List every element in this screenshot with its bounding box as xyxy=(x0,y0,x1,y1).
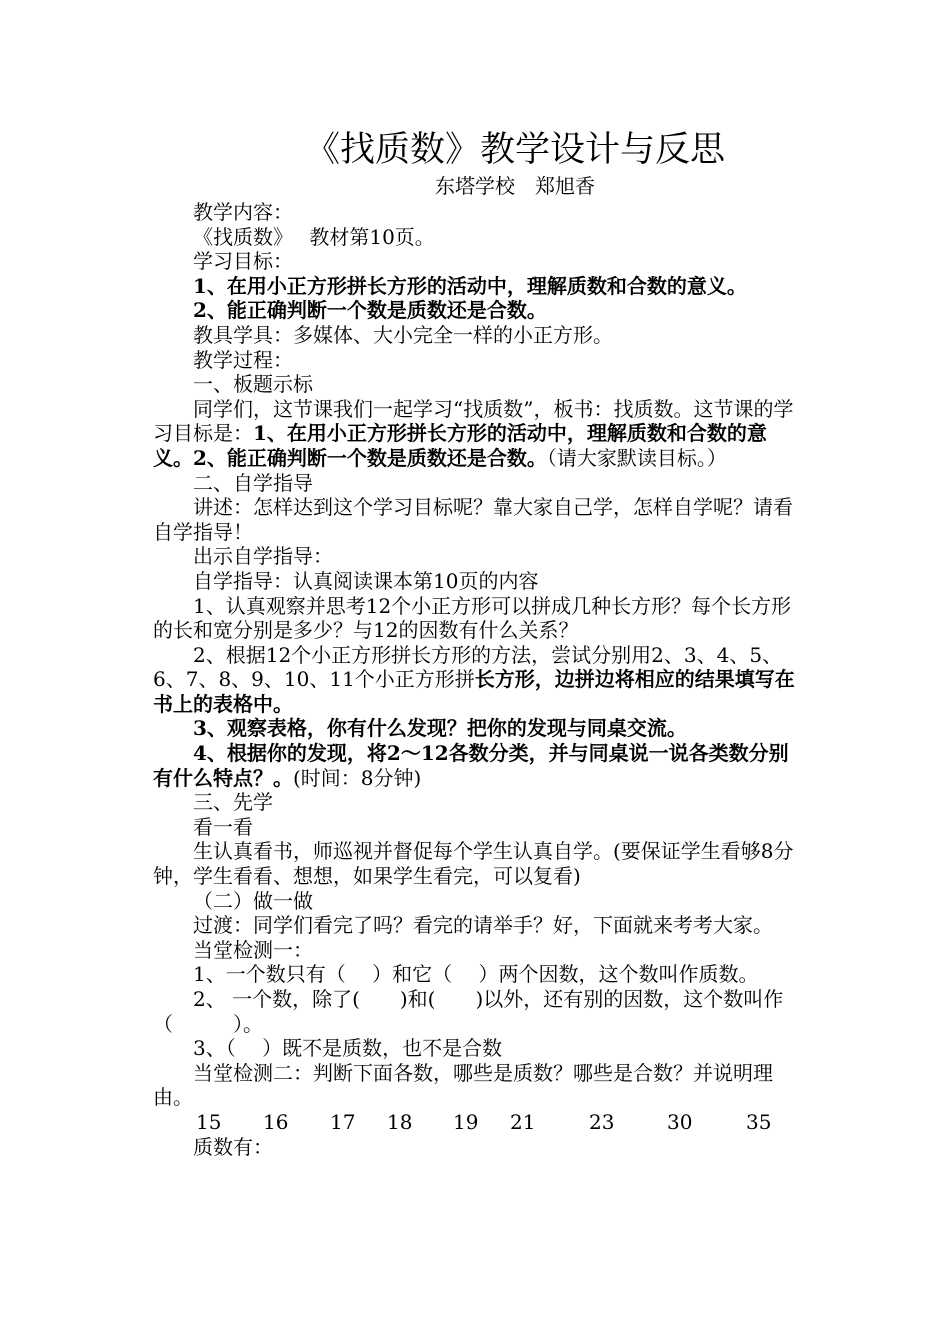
section-heading-1: 一、板题示标 xyxy=(193,372,313,397)
guide-item-2 xyxy=(153,643,801,717)
paragraph-show-guide: 出示自学指导： xyxy=(193,544,333,569)
intro-text: 同学们，这节课我们一起学习“找质数”，板书：找质数。这节课的学习目标是： xyxy=(153,396,794,446)
guide-item-2-bold: 长方形，边拼边将相应的结果填写在书上的表格中。 xyxy=(153,667,795,716)
document-body xyxy=(153,200,801,1159)
paragraph-tools: 教具学具：多媒体、大小完全一样的小正方形。 xyxy=(193,322,613,347)
paragraph-transition: 过渡：同学们看完了吗？看完的请举手？好，下面就来考考大家。 xyxy=(193,913,773,938)
paragraph-content-heading: 教学内容： xyxy=(193,200,293,224)
guide-item-1: 1、认真观察并思考12个小正方形可以拼成几种长方形？每个长方形的长和宽分别是多少？与12的因数有什么关系？ xyxy=(153,593,792,643)
paragraph-narration: 讲述：怎样达到这个学习目标呢？靠大家自己学，怎样自学呢？请看自学指导！ xyxy=(153,495,793,544)
number-item: 15 xyxy=(196,1109,222,1134)
quiz-1-question-1: 1、一个数只有（ ）和它（ ）两个因数，这个数叫作质数。 xyxy=(193,962,759,987)
number-item: 18 xyxy=(387,1109,413,1134)
quiz-2-heading: 当堂检测二：判断下面各数，哪些是质数？哪些是合数？并说明理由。 xyxy=(153,1060,773,1110)
section-heading-3: 三、先学 xyxy=(193,790,273,815)
number-item: 17 xyxy=(330,1109,356,1134)
number-item: 16 xyxy=(263,1109,289,1134)
number-item: 30 xyxy=(667,1109,693,1134)
intro-goals-bold: 1、在用小正方形拼长方形的活动中，理解质数和合数的意义。2、能正确判断一个数是质数还是合数。 xyxy=(153,421,767,470)
guide-item-2-text: 2、根据12个小正方形拼长方形的方法，尝试分别用2、3、4、5、6、7、8、9、10、11个小正方形拼 xyxy=(153,642,783,692)
guide-item-4-bold: 4、根据你的发现，将2～12各数分类，并与同桌说一说各类数分别有什么特点？。 xyxy=(153,741,789,790)
paragraph-process-heading: 教学过程： xyxy=(193,347,293,372)
number-item: 19 xyxy=(453,1109,479,1134)
section-heading-2: 二、自学指导 xyxy=(193,470,313,495)
number-item: 35 xyxy=(746,1109,772,1134)
paragraph-goal-2: 2、能正确判断一个数是质数还是合数。 xyxy=(193,298,547,323)
paragraph-content: 《找质数》 教材第10页。 xyxy=(193,224,435,249)
author-line: 东塔学校 郑旭香 xyxy=(435,174,595,198)
intro-note: （请大家默读目标。） xyxy=(546,445,727,470)
subheading-look: 看一看 xyxy=(193,814,253,839)
paragraph-goals-heading: 学习目标： xyxy=(193,249,293,274)
paragraph-goal-1: 1、在用小正方形拼长方形的活动中，理解质数和合数的意义。 xyxy=(193,273,747,298)
paragraph-self-study: 生认真看书，师巡视并督促每个学生认真自学。(要保证学生看够8分钟，学生看看、想想，如果学生看完，可以复看) xyxy=(153,839,794,889)
quiz-1-question-2: 2、 一个数，除了( )和( )以外，还有别的因数，这个数叫作（ ）。 xyxy=(153,987,784,1036)
guide-item-3: 3、观察表格，你有什么发现？把你的发现与同桌交流。 xyxy=(193,716,687,741)
guide-item-4-time: (时间：8分钟) xyxy=(293,765,422,790)
number-list xyxy=(153,1110,801,1135)
prime-answer-line: 质数有： xyxy=(193,1134,273,1159)
number-item: 23 xyxy=(589,1109,615,1134)
number-item: 21 xyxy=(510,1109,536,1134)
quiz-1-question-3: 3、（ ）既不是质数，也不是合数 xyxy=(193,1036,503,1061)
guide-item-4 xyxy=(153,741,801,790)
document-title: 《找质数》教学设计与反思 xyxy=(304,130,725,170)
subheading-do: （二）做一做 xyxy=(193,888,313,913)
quiz-1-heading: 当堂检测一： xyxy=(193,937,313,962)
paragraph-intro xyxy=(153,397,801,471)
paragraph-guide: 自学指导：认真阅读课本第10页的内容 xyxy=(193,568,539,593)
